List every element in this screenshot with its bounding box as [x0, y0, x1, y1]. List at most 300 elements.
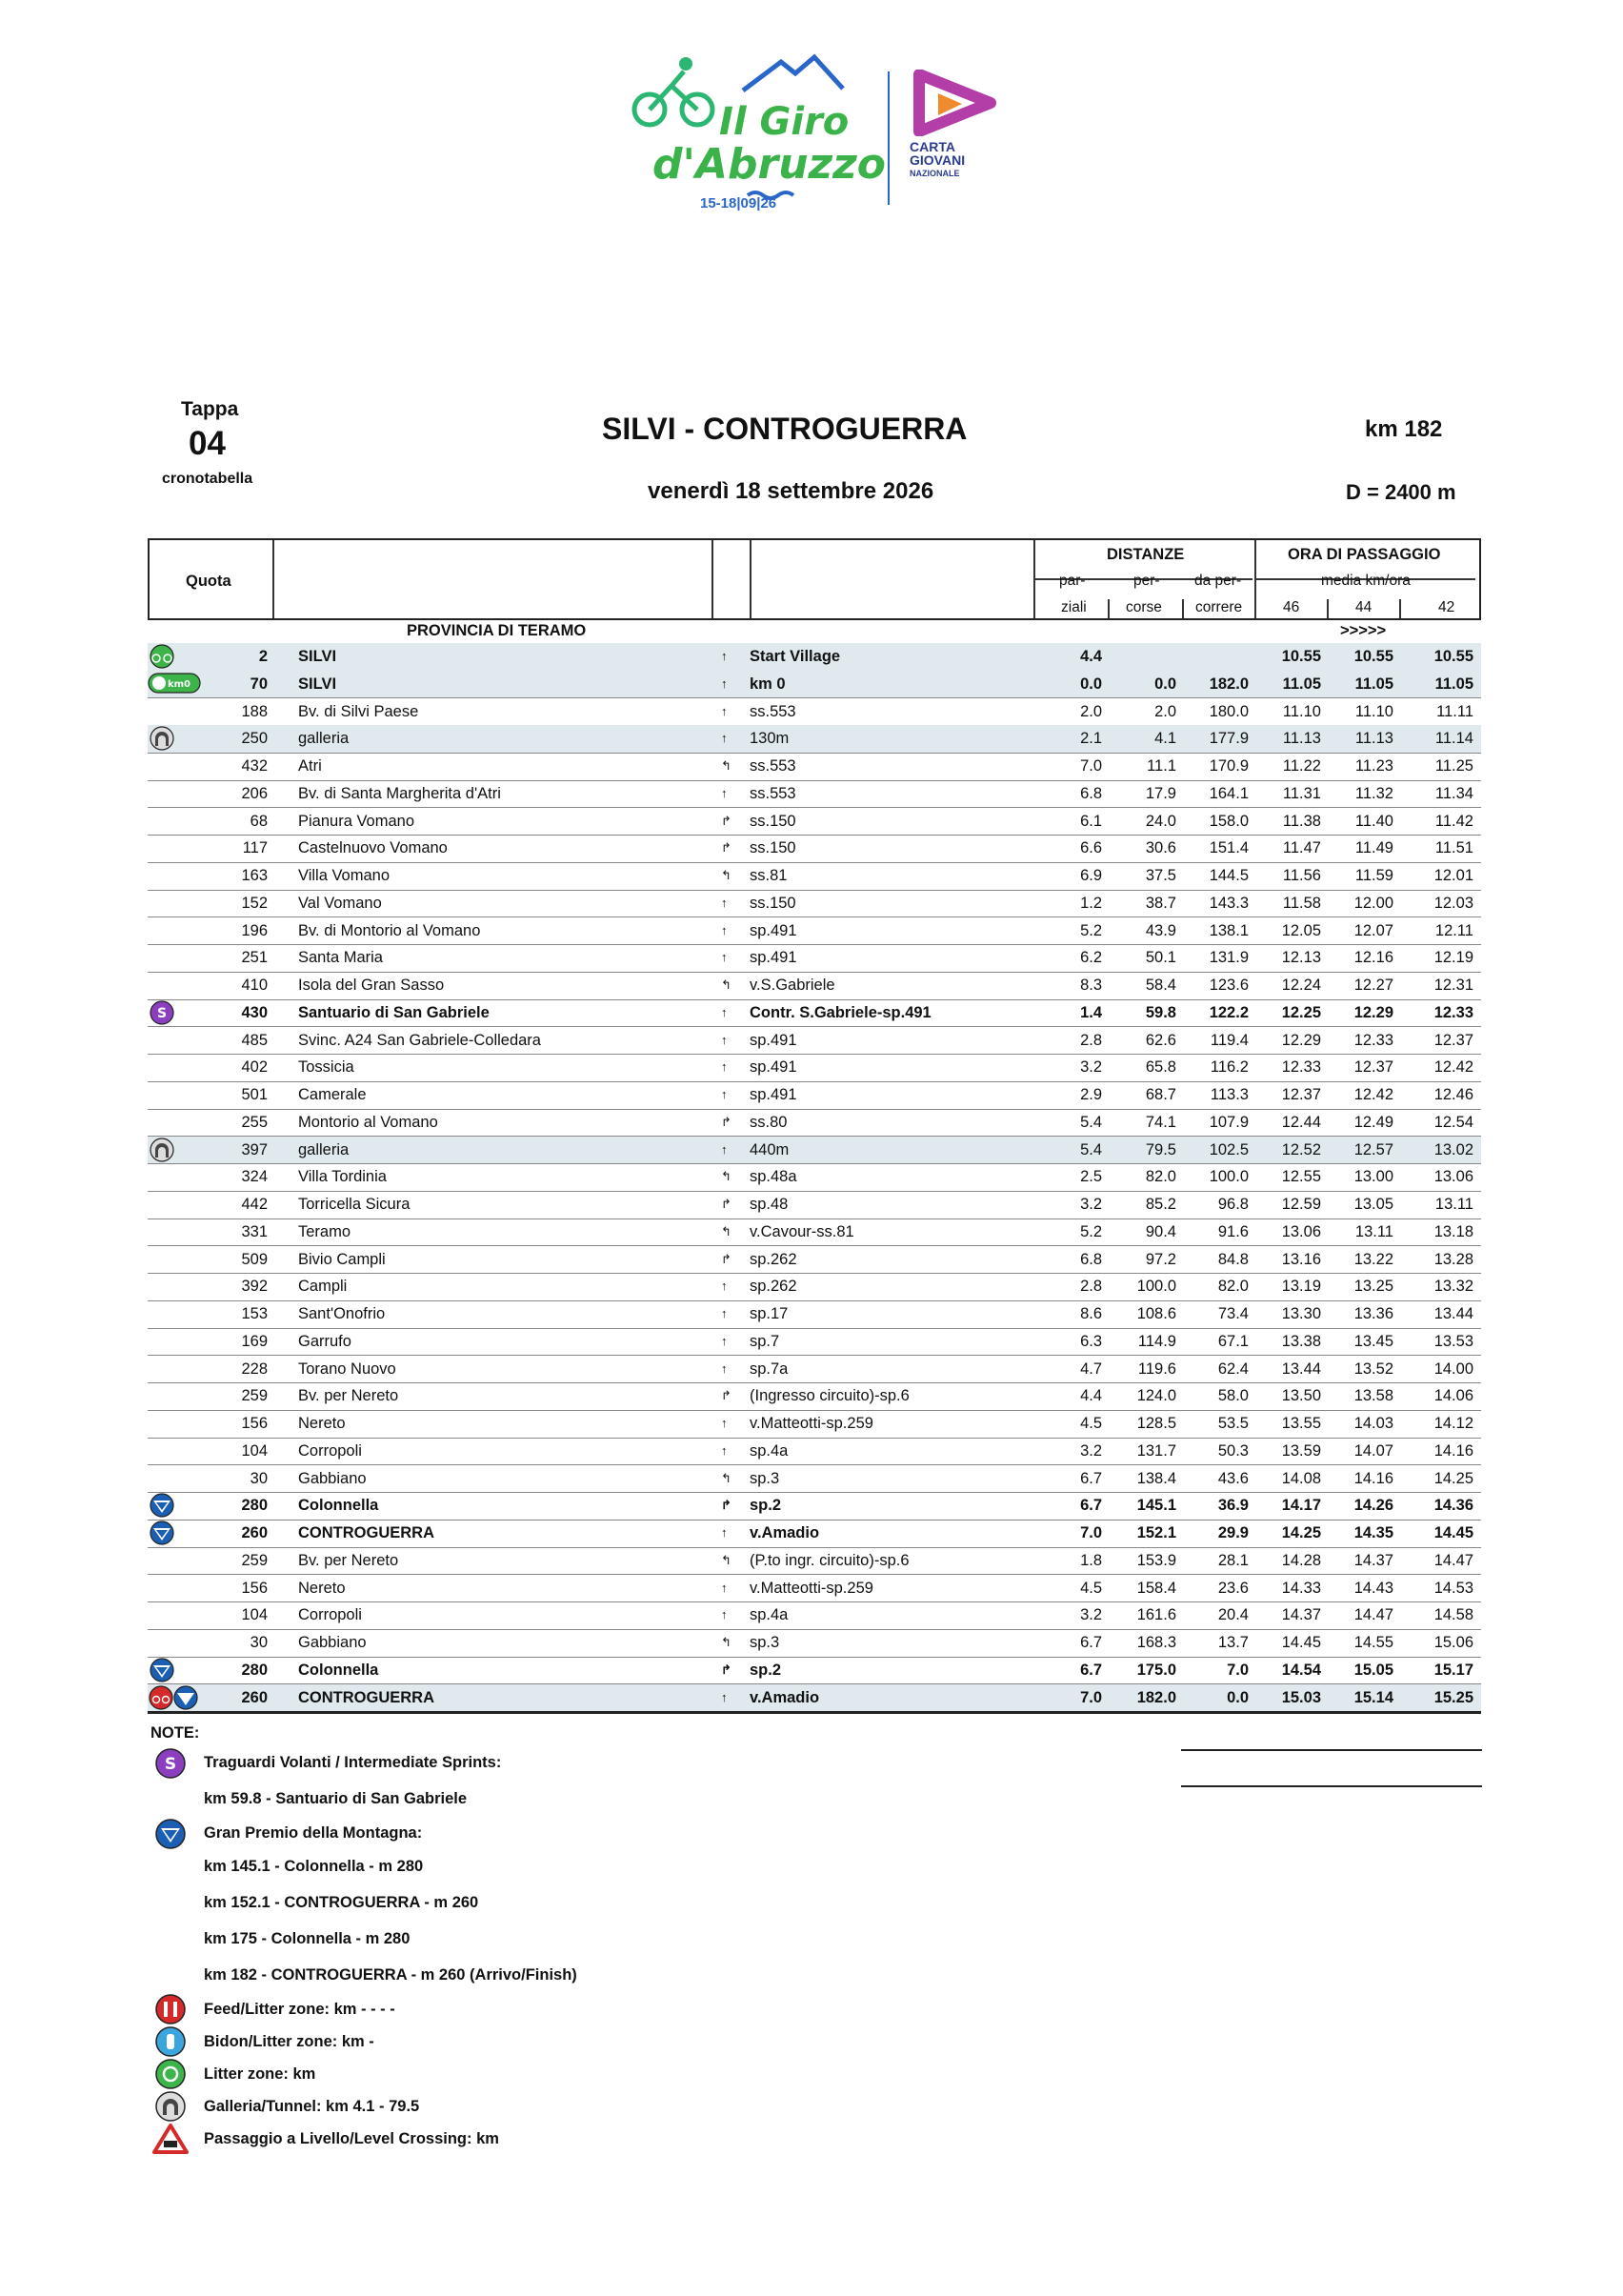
cell-time-42: 13.02 — [1433, 1140, 1473, 1158]
table-row — [148, 643, 1481, 672]
cell-time-42: 11.14 — [1434, 730, 1473, 748]
cell-quota: 104 — [241, 1606, 268, 1624]
cell-road: ss.150 — [750, 894, 796, 912]
cell-quota: 228 — [241, 1359, 268, 1378]
table-row — [148, 1382, 1481, 1411]
cell-time-42: 12.37 — [1433, 1031, 1473, 1049]
cell-parziali: 6.7 — [1080, 1661, 1102, 1679]
cell-time-46: 12.13 — [1281, 949, 1321, 967]
cell-quota: 485 — [241, 1031, 268, 1049]
cell-time-42: 12.19 — [1433, 949, 1473, 967]
table-row — [148, 890, 1481, 918]
logo-divider — [888, 71, 890, 205]
table-row — [148, 1575, 1481, 1603]
cell-road: sp.48 — [750, 1196, 789, 1213]
bidon-zone-icon — [154, 2025, 187, 2058]
cell-quota: 260 — [241, 1524, 268, 1541]
cell-time-46: 13.06 — [1281, 1222, 1321, 1240]
cell-time-42: 12.03 — [1433, 894, 1473, 912]
cell-percorse: 4.1 — [1154, 730, 1176, 748]
note-tunnel: Galleria/Tunnel: km 4.1 - 79.5 — [204, 2098, 420, 2115]
cell-time-46: 13.19 — [1281, 1278, 1321, 1296]
cell-da-percorrere: 182.0 — [1209, 675, 1249, 693]
cell-time-44: 15.05 — [1353, 1661, 1393, 1679]
note-gpm-3: km 175 - Colonnella - m 280 — [204, 1930, 411, 1947]
cell-road: sp.3 — [750, 1634, 780, 1651]
cell-time-42: 13.11 — [1434, 1196, 1473, 1213]
cell-quota: 188 — [241, 702, 268, 720]
cell-quota: 509 — [241, 1250, 268, 1268]
cell-quota: 402 — [241, 1058, 268, 1077]
cell-da-percorrere: 180.0 — [1209, 702, 1249, 720]
cell-parziali: 4.5 — [1080, 1579, 1102, 1597]
table-row — [148, 1410, 1481, 1439]
header-speed-42: 42 — [1438, 599, 1455, 615]
tunnel-icon — [154, 2090, 187, 2123]
cell-percorse: 79.5 — [1145, 1140, 1176, 1158]
logo-dates: 15-18|09|26 — [700, 195, 777, 211]
cell-quota: 30 — [250, 1634, 268, 1651]
cell-parziali: 2.9 — [1080, 1086, 1102, 1103]
cell-time-46: 11.13 — [1282, 730, 1321, 748]
table-row — [148, 1137, 1481, 1165]
note-sprint-1: km 59.8 - Santuario di San Gabriele — [204, 1790, 468, 1807]
cell-time-46: 12.59 — [1281, 1196, 1321, 1213]
cell-da-percorrere: 100.0 — [1209, 1168, 1249, 1186]
cell-time-42: 14.53 — [1433, 1579, 1473, 1597]
cell-road: v.Amadio — [750, 1688, 820, 1706]
cell-location: Gabbiano — [298, 1634, 367, 1651]
cell-location: Torricella Sicura — [298, 1196, 411, 1213]
cell-parziali: 8.3 — [1080, 977, 1102, 994]
cell-time-46: 11.10 — [1282, 702, 1321, 720]
table-row — [148, 1520, 1481, 1548]
svg-text:S: S — [164, 1755, 177, 1774]
cell-location: Corropoli — [298, 1606, 362, 1624]
cell-time-46: 13.55 — [1281, 1415, 1321, 1432]
cell-direction: ↑ — [721, 922, 728, 937]
cell-percorse: 145.1 — [1136, 1497, 1176, 1515]
cell-location: Bv. di Santa Margherita d'Atri — [298, 784, 501, 802]
cell-parziali: 3.2 — [1080, 1196, 1102, 1213]
cell-time-46: 14.25 — [1281, 1524, 1321, 1541]
cell-road: sp.3 — [750, 1469, 780, 1487]
cell-time-46: 14.28 — [1281, 1551, 1321, 1569]
cell-time-42: 14.16 — [1433, 1441, 1473, 1460]
cell-time-46: 15.03 — [1281, 1688, 1321, 1706]
cell-location: Villa Vomano — [298, 867, 391, 884]
cell-da-percorrere: 62.4 — [1217, 1359, 1249, 1378]
table-row — [148, 1054, 1481, 1082]
cell-time-46: 12.44 — [1281, 1113, 1321, 1131]
cell-road: ss.553 — [750, 784, 796, 802]
cell-road: v.S.Gabriele — [750, 977, 835, 994]
cell-parziali: 2.5 — [1080, 1168, 1102, 1186]
cell-quota: 70 — [250, 675, 268, 693]
cell-parziali: 1.2 — [1080, 894, 1102, 912]
cell-location: Colonnella — [298, 1497, 379, 1515]
cell-time-46: 12.33 — [1281, 1058, 1321, 1077]
header-media: media km/ora — [1321, 573, 1411, 589]
cell-time-42: 12.31 — [1433, 977, 1473, 994]
cell-direction: ↱ — [721, 1498, 731, 1513]
cell-percorse: 58.4 — [1145, 977, 1176, 994]
cell-percorse: 131.7 — [1136, 1441, 1176, 1460]
cell-time-42: 12.01 — [1433, 867, 1473, 884]
cell-da-percorrere: 151.4 — [1209, 839, 1249, 857]
cell-quota: 255 — [241, 1113, 268, 1131]
stage-date: venerdì 18 settembre 2026 — [648, 478, 934, 504]
cell-da-percorrere: 116.2 — [1210, 1058, 1249, 1077]
cell-time-46: 12.25 — [1281, 1003, 1321, 1021]
cell-percorse: 74.1 — [1145, 1113, 1176, 1131]
header-percorse-2: corse — [1126, 599, 1162, 615]
note-bidon: Bidon/Litter zone: km - — [204, 2033, 374, 2050]
race-logo — [629, 52, 1010, 219]
cell-quota: 30 — [250, 1469, 268, 1487]
cell-percorse: 68.7 — [1145, 1086, 1176, 1103]
cell-time-46: 11.22 — [1282, 757, 1321, 775]
cell-time-44: 13.58 — [1353, 1387, 1393, 1405]
cell-da-percorrere: 0.0 — [1227, 1688, 1249, 1706]
cell-direction: ↑ — [721, 785, 728, 800]
cell-da-percorrere: 143.3 — [1209, 894, 1249, 912]
cell-percorse: 30.6 — [1145, 839, 1176, 857]
cell-quota: 68 — [250, 812, 268, 830]
cell-location: SILVI — [298, 648, 337, 665]
table-row — [148, 698, 1481, 727]
cell-time-46: 14.45 — [1281, 1634, 1321, 1651]
cell-location: Val Vomano — [298, 894, 382, 912]
cell-time-44: 11.23 — [1354, 757, 1393, 775]
cell-time-42: 11.11 — [1436, 702, 1473, 720]
signature-line-2 — [1181, 1785, 1482, 1787]
cell-location: Atri — [298, 757, 322, 775]
cell-location: Gabbiano — [298, 1469, 367, 1487]
cell-parziali: 6.3 — [1080, 1332, 1102, 1350]
cell-quota: 410 — [241, 977, 268, 994]
cell-percorse: 11.1 — [1147, 757, 1176, 775]
cell-time-42: 14.00 — [1433, 1359, 1473, 1378]
cell-da-percorrere: 58.0 — [1217, 1387, 1249, 1405]
cell-location: CONTROGUERRA — [298, 1524, 434, 1541]
cell-road: sp.491 — [750, 949, 797, 967]
cell-direction: ↱ — [721, 813, 731, 828]
cell-da-percorrere: 84.8 — [1217, 1250, 1249, 1268]
cell-percorse: 24.0 — [1145, 812, 1176, 830]
table-row — [148, 780, 1481, 809]
cell-quota: 259 — [241, 1551, 268, 1569]
cell-time-46: 12.52 — [1281, 1140, 1321, 1158]
table-row — [148, 808, 1481, 836]
cell-direction: ↑ — [721, 1580, 728, 1595]
table-row — [148, 835, 1481, 863]
note-litter: Litter zone: km — [204, 2065, 316, 2083]
cell-parziali: 4.4 — [1080, 648, 1102, 665]
table-row — [148, 917, 1481, 946]
cell-direction: ↑ — [721, 1416, 728, 1430]
cell-direction: ↑ — [721, 1607, 728, 1622]
cell-time-44: 14.03 — [1353, 1415, 1393, 1432]
cell-time-44: 14.35 — [1353, 1524, 1393, 1541]
table-row — [148, 1328, 1481, 1357]
cell-direction: ↑ — [721, 731, 728, 746]
cell-direction: ↑ — [721, 1360, 728, 1376]
cell-percorse: 168.3 — [1136, 1634, 1176, 1651]
cell-percorse: 17.9 — [1145, 784, 1176, 802]
cell-time-46: 11.38 — [1282, 812, 1321, 830]
note-gpm-label: Gran Premio della Montagna: — [204, 1824, 423, 1842]
cell-direction: ↑ — [721, 649, 728, 663]
header-percorse-1: per- — [1133, 573, 1160, 589]
cell-da-percorrere: 177.9 — [1209, 730, 1249, 748]
cell-parziali: 3.2 — [1080, 1058, 1102, 1077]
header-speed-46: 46 — [1283, 599, 1300, 615]
table-row — [148, 1547, 1481, 1576]
cell-time-46: 10.55 — [1281, 648, 1321, 665]
cell-percorse: 114.9 — [1137, 1332, 1176, 1350]
cell-parziali: 2.1 — [1080, 730, 1102, 748]
cell-parziali: 6.2 — [1080, 949, 1102, 967]
cell-location: Campli — [298, 1278, 348, 1296]
cell-time-46: 11.58 — [1282, 894, 1321, 912]
cell-time-42: 11.51 — [1434, 839, 1473, 857]
signature-line-1 — [1181, 1749, 1482, 1751]
cell-time-42: 11.34 — [1434, 784, 1473, 802]
cell-da-percorrere: 36.9 — [1217, 1497, 1249, 1515]
cell-time-44: 15.14 — [1353, 1688, 1393, 1706]
cell-time-44: 13.11 — [1354, 1222, 1393, 1240]
cell-da-percorrere: 29.9 — [1217, 1524, 1249, 1541]
cell-percorse: 138.4 — [1136, 1469, 1176, 1487]
cell-parziali: 6.7 — [1080, 1497, 1102, 1515]
section-arrows: >>>>> — [1340, 622, 1387, 639]
cell-direction: ↑ — [721, 1032, 728, 1047]
cell-time-42: 14.25 — [1433, 1469, 1473, 1487]
cell-percorse: 100.0 — [1136, 1278, 1176, 1296]
cell-da-percorrere: 122.2 — [1209, 1003, 1249, 1021]
cell-percorse: 65.8 — [1145, 1058, 1176, 1077]
table-row — [148, 1492, 1481, 1521]
cell-direction: ↑ — [721, 703, 728, 718]
cell-percorse: 37.5 — [1145, 867, 1176, 884]
cell-time-46: 14.37 — [1281, 1606, 1321, 1624]
cell-time-44: 13.45 — [1353, 1332, 1393, 1350]
cell-location: Torano Nuovo — [298, 1359, 396, 1378]
table-row — [148, 1300, 1481, 1329]
cell-time-44: 12.57 — [1353, 1140, 1393, 1158]
cell-quota: 280 — [241, 1661, 268, 1679]
cell-time-46: 14.33 — [1281, 1579, 1321, 1597]
cell-time-42: 15.17 — [1433, 1661, 1473, 1679]
cell-road: ss.150 — [750, 812, 796, 830]
table-row — [148, 1629, 1481, 1658]
stage-subtitle: cronotabella — [162, 471, 253, 487]
header-ora: ORA DI PASSAGGIO — [1288, 546, 1441, 563]
cell-time-46: 13.38 — [1281, 1332, 1321, 1350]
cell-time-42: 13.28 — [1433, 1250, 1473, 1268]
cell-road: Contr. S.Gabriele-sp.491 — [750, 1003, 932, 1021]
cell-time-42: 14.45 — [1433, 1524, 1473, 1541]
cell-time-44: 12.07 — [1353, 921, 1393, 939]
cell-time-44: 14.07 — [1353, 1441, 1393, 1460]
stage-title: SILVI - CONTROGUERRA — [602, 412, 968, 446]
cell-da-percorrere: 23.6 — [1217, 1579, 1249, 1597]
cell-time-42: 14.36 — [1433, 1497, 1473, 1515]
cell-direction: ↰ — [721, 1552, 731, 1567]
cell-location: Bv. per Nereto — [298, 1551, 399, 1569]
cell-percorse: 50.1 — [1145, 949, 1176, 967]
cell-quota: 2 — [258, 648, 268, 665]
stage-climb: D = 2400 m — [1346, 480, 1456, 504]
cell-time-42: 11.25 — [1434, 757, 1473, 775]
cell-time-44: 13.05 — [1353, 1196, 1393, 1213]
cell-road: v.Matteotti-sp.259 — [750, 1579, 873, 1597]
cell-time-42: 11.05 — [1434, 675, 1473, 693]
cell-road: sp.17 — [750, 1305, 789, 1322]
cell-time-42: 14.12 — [1433, 1415, 1473, 1432]
cell-road: ss.553 — [750, 757, 796, 775]
table-row — [148, 1356, 1481, 1384]
logo-line2: d'Abruzzo — [652, 140, 886, 189]
cell-direction: ↑ — [721, 1059, 728, 1075]
cell-direction: ↱ — [721, 1197, 731, 1211]
cell-time-44: 12.29 — [1353, 1003, 1393, 1021]
cell-da-percorrere: 144.5 — [1209, 867, 1249, 884]
cell-parziali: 5.4 — [1080, 1140, 1102, 1158]
cell-time-46: 13.30 — [1281, 1305, 1321, 1322]
partner-name: CARTA GIOVANI NAZIONALE — [910, 139, 966, 178]
cell-location: CONTROGUERRA — [298, 1688, 434, 1706]
note-sprint-label: Traguardi Volanti / Intermediate Sprints: — [204, 1754, 502, 1771]
cell-percorse: 153.9 — [1136, 1551, 1176, 1569]
cell-time-46: 12.24 — [1281, 977, 1321, 994]
cell-da-percorrere: 82.0 — [1217, 1278, 1249, 1296]
cell-quota: 442 — [241, 1196, 268, 1213]
stage-number: 04 — [189, 425, 226, 462]
cell-time-46: 11.31 — [1282, 784, 1321, 802]
cell-da-percorrere: 158.0 — [1209, 812, 1249, 830]
cell-direction: ↰ — [721, 977, 731, 992]
stage-label: Tappa — [181, 398, 239, 420]
cell-time-44: 14.47 — [1353, 1606, 1393, 1624]
svg-text:S: S — [156, 1005, 168, 1021]
table-row — [148, 862, 1481, 891]
cell-direction: ↱ — [721, 1251, 731, 1266]
cell-parziali: 4.5 — [1080, 1415, 1102, 1432]
cell-quota: 104 — [241, 1441, 268, 1460]
cell-road: sp.7a — [750, 1359, 789, 1378]
note-gpm-2: km 152.1 - CONTROGUERRA - m 260 — [204, 1894, 479, 1911]
cell-location: Colonnella — [298, 1661, 379, 1679]
cell-time-44: 11.13 — [1354, 730, 1393, 748]
cell-quota: 117 — [242, 839, 268, 857]
cell-quota: 331 — [241, 1222, 268, 1240]
cell-time-42: 13.44 — [1433, 1305, 1473, 1322]
stage-distance: km 182 — [1365, 416, 1443, 442]
cell-road: 440m — [750, 1140, 790, 1158]
cell-percorse: 175.0 — [1136, 1661, 1176, 1679]
gpm-icon — [154, 1818, 187, 1850]
cell-direction: ↑ — [721, 675, 728, 691]
cell-location: Garrufo — [298, 1332, 351, 1350]
cell-time-44: 13.52 — [1353, 1359, 1393, 1378]
cell-quota: 156 — [241, 1579, 268, 1597]
cell-da-percorrere: 96.8 — [1217, 1196, 1249, 1213]
cell-quota: 152 — [241, 894, 268, 912]
cell-da-percorrere: 53.5 — [1217, 1415, 1249, 1432]
svg-text:km0: km0 — [167, 678, 191, 690]
table-row — [148, 972, 1481, 1000]
notes-title: NOTE: — [150, 1724, 200, 1742]
cell-location: Camerale — [298, 1086, 367, 1103]
cell-parziali: 1.4 — [1080, 1003, 1102, 1021]
cell-parziali: 5.2 — [1080, 1222, 1102, 1240]
cell-road: sp.491 — [750, 1058, 797, 1077]
cell-time-46: 13.16 — [1281, 1250, 1321, 1268]
cell-quota: 259 — [241, 1387, 268, 1405]
cell-da-percorrere: 73.4 — [1217, 1305, 1249, 1322]
cell-quota: 169 — [241, 1332, 268, 1350]
cell-percorse: 182.0 — [1136, 1688, 1176, 1706]
cell-percorse: 90.4 — [1145, 1222, 1176, 1240]
table-row — [148, 944, 1481, 973]
table-row — [148, 753, 1481, 781]
cell-time-42: 12.33 — [1433, 1003, 1473, 1021]
cell-parziali: 2.8 — [1080, 1031, 1102, 1049]
cell-quota: 196 — [241, 921, 268, 939]
cell-parziali: 2.0 — [1080, 702, 1102, 720]
cell-parziali: 3.2 — [1080, 1441, 1102, 1460]
sprint-icon — [154, 1747, 187, 1780]
cell-da-percorrere: 113.3 — [1210, 1086, 1249, 1103]
cell-quota: 206 — [241, 784, 268, 802]
cell-time-46: 11.56 — [1282, 867, 1321, 884]
cell-direction: ↰ — [721, 758, 731, 773]
cell-time-46: 14.54 — [1281, 1661, 1321, 1679]
cell-da-percorrere: 131.9 — [1209, 949, 1249, 967]
cell-da-percorrere: 102.5 — [1209, 1140, 1249, 1158]
cell-time-42: 13.06 — [1433, 1168, 1473, 1186]
cell-parziali: 5.4 — [1080, 1113, 1102, 1131]
section-row — [148, 620, 1481, 644]
section-label: PROVINCIA DI TERAMO — [407, 622, 587, 639]
cell-quota: 250 — [241, 730, 268, 748]
cell-percorse: 38.7 — [1145, 894, 1176, 912]
cell-percorse: 97.2 — [1145, 1250, 1176, 1268]
cell-direction: ↑ — [721, 1525, 728, 1540]
cell-time-44: 12.27 — [1353, 977, 1393, 994]
cell-time-42: 14.58 — [1433, 1606, 1473, 1624]
cell-time-42: 15.06 — [1433, 1634, 1473, 1651]
cell-location: Santuario di San Gabriele — [298, 1003, 490, 1021]
cell-road: sp.491 — [750, 1031, 797, 1049]
table-row — [148, 1191, 1481, 1219]
cell-direction: ↱ — [721, 840, 731, 856]
cell-road: ss.553 — [750, 702, 796, 720]
cell-time-44: 12.00 — [1353, 894, 1393, 912]
cell-quota: 392 — [241, 1278, 268, 1296]
cell-parziali: 3.2 — [1080, 1606, 1102, 1624]
cell-location: galleria — [298, 730, 350, 748]
cell-da-percorrere: 170.9 — [1209, 757, 1249, 775]
cell-time-44: 12.33 — [1353, 1031, 1393, 1049]
cell-direction: ↑ — [721, 1141, 728, 1157]
cell-parziali: 7.0 — [1080, 757, 1102, 775]
cell-percorse: 128.5 — [1136, 1415, 1176, 1432]
cell-da-percorrere: 28.1 — [1217, 1551, 1249, 1569]
note-gpm-1: km 145.1 - Colonnella - m 280 — [204, 1858, 424, 1875]
